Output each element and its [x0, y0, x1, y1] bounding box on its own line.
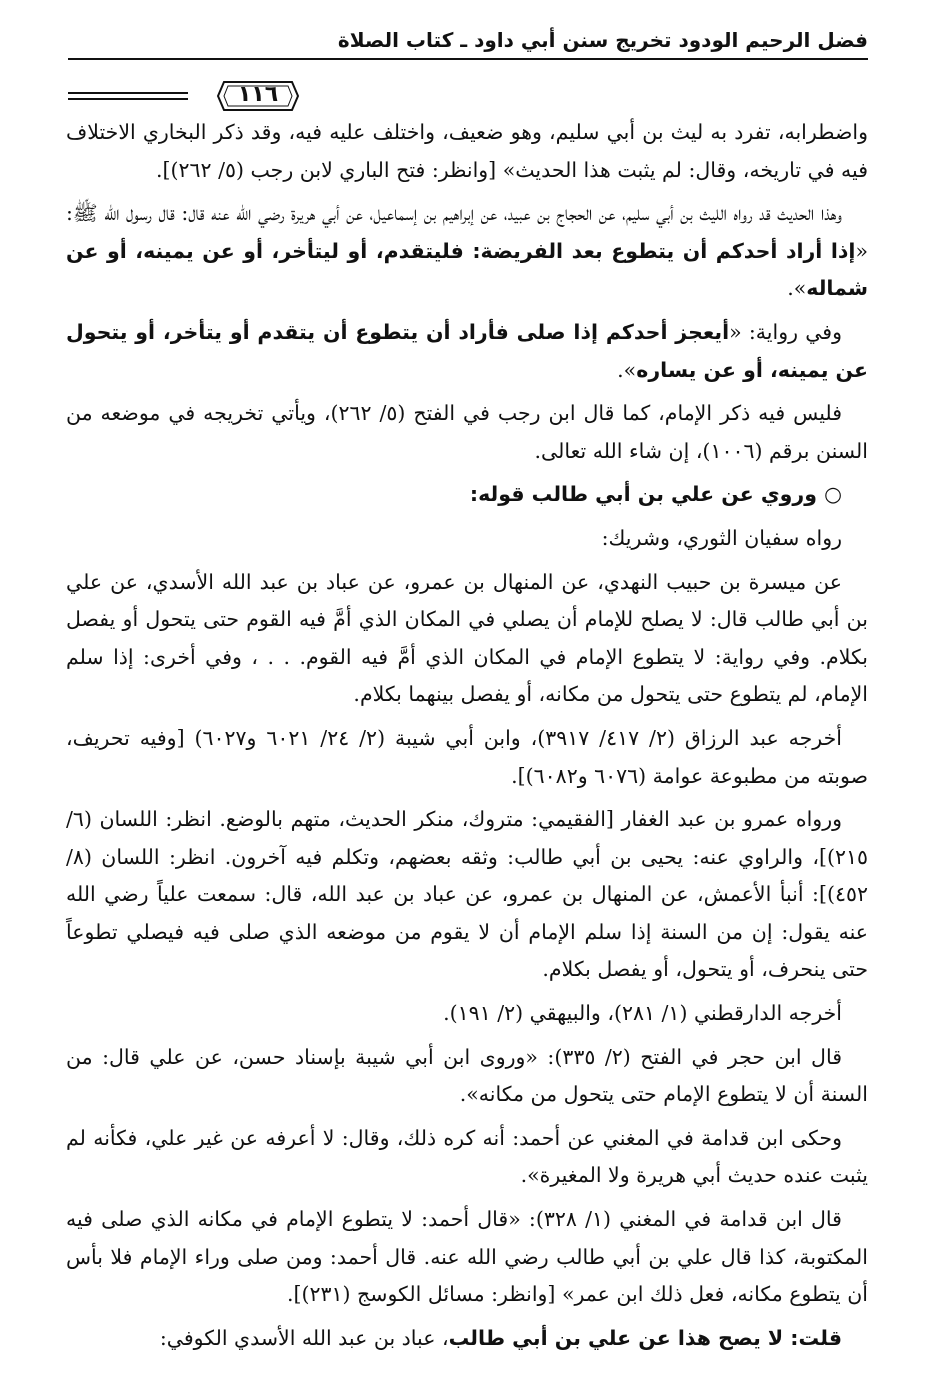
paragraph: واضطرابه، تفرد به ليث بن أبي سليم، وهو ضعيف، واختلف عليه فيه، وقد ذكر البخاري الاختلاف فيه في تاريخه، وقال: لم يثبت هذا الحديث» [وانظر: فتح الباري لابن رجب (٥/ ٢٦٢)]. [66, 120, 868, 182]
paragraph: ورواه عمرو بن عبد الغفار [الفقيمي: متروك، منكر الحديث، متهم بالوضع. انظر: اللسان (٦/ ٢١٥)]، والراوي عنه: يحيى بن أبي طالب: وثقه بعضهم، وتكلم فيه آخرون. انظر: اللسان (٨/ ٤٥٢)]: أنبأ الأعمش، عن المنهال بن عمرو، عن عباد بن عبد الله، قال: سمعت علياً رضي الله عنه يقول: إن من السنة إذا سلم الإمام أن لا يقوم من موضعه الذي صلى فيه فيصلي تطوعاً حتى ينحرف، أو يتحول، أو يفصل بكلام. [66, 807, 868, 982]
ornament-line [68, 92, 188, 94]
note-verdict: لا يصح هذا عن علي بن أبي طالب [448, 1325, 784, 1350]
text-run: ، عباد بن عبد الله الأسدي الكوفي: [159, 1325, 449, 1350]
paragraph: فليس فيه ذكر الإمام، كما قال ابن رجب في الفتح (٥/ ٢٦٢)، ويأتي تخريجه في موضعه من السنن برقم (١٠٠٦)، إن شاء الله تعالى. [66, 401, 868, 463]
paragraph: وحكى ابن قدامة في المغني عن أحمد: أنه كره ذلك، وقال: لا أعرفه عن غير علي، فكأنه لم يثبت عنده حديث أبي هريرة ولا المغيرة». [66, 1125, 868, 1188]
text-run: وفي رواية: « [729, 319, 842, 344]
paragraph: رواه سفيان الثوري، وشريك: [601, 525, 842, 550]
text-run: ». [617, 357, 637, 382]
header-rule [68, 58, 868, 60]
paragraph: أخرجه عبد الرزاق (٢/ ٤١٧/ ٣٩١٧)، وابن أبي شيبة (٢/ ٢٤/ ٦٠٢١ و٦٠٢٧) [وفيه تحريف، صوبته من مطبوعة عوامة (٦٠٧٦ و٦٠٨٢)]. [66, 725, 868, 788]
hadith-text: إذا أراد أحدكم أن يتطوع بعد الفريضة: فليتقدم، أو ليتأخر، أو عن يمينه، أو عن شماله [66, 238, 868, 301]
ornament-line [68, 98, 188, 100]
header-title: فضل الرحيم الودود تخريج سنن أبي داود ـ كتاب الصلاة [337, 28, 868, 52]
page-number-frame [216, 80, 300, 112]
page-number-ornament [68, 80, 348, 116]
running-header [68, 28, 868, 107]
paragraph [66, 1320, 868, 1358]
hadith-text: أيعجز أحدكم إذا صلى فأراد أن يتطوع أن يتقدم أو يتأخر، أو يتحول عن يمينه، أو عن يساره [66, 319, 868, 382]
paragraph: قال ابن قدامة في المغني (١/ ٣٢٨): «قال أحمد: لا يتطوع الإمام في مكانه الذي صلى فيه المكتوبة، كذا قال علي بن أبي طالب رضي الله عنه. قال أحمد: ومن صلى وراء الإمام فلا بأس أن يتطوع مكانه، فعل ذلك ابن عمر» [وانظر: مسائل الكوسج (٢٣١)]. [66, 1207, 868, 1307]
paragraph [66, 195, 868, 308]
note-lead: قلت: [783, 1325, 842, 1350]
paragraph: قال ابن حجر في الفتح (٢/ ٣٣٥): «وروى ابن أبي شيبة بإسناد حسن، عن علي قال: من السنة أن لا يتطوع الإمام حتى يتحول من مكانه». [66, 1044, 868, 1107]
body-text [66, 114, 868, 1363]
paragraph: عن ميسرة بن حبيب النهدي، عن المنهال بن عمرو، عن عباد بن عبد الله الأسدي، عن علي بن أبي طالب قال: لا يصلح للإمام أن يصلي في المكان الذي أمَّ فيه القوم حتى يتحول أو يفصل بكلام. وفي رواية: لا يتطوع الإمام في المكان الذي أمَّ فيه القوم. . . ، وفي أخرى: إذا سلم الإمام، لم يتطوع حتى يتحول من مكانه، أو يفصل بينهما بكلام. [66, 569, 868, 707]
text-run: وهذا الحديث قد رواه الليث بن أبي سليم، عن الحجاج بن عبيد، عن إبراهيم بن إسماعيل، عن أبي هريرة رضي الله عنه قال: قال رسول الله ﷺ: « [66, 201, 868, 263]
page-number: ١١٦ [237, 82, 279, 107]
text-run: ». [787, 276, 807, 301]
paragraph: أخرجه الدارقطني (١/ ٢٨١)، والبيهقي (٢/ ١٩١). [443, 1001, 842, 1026]
section-heading: ○ وروي عن علي بن أبي طالب قوله: [469, 482, 842, 507]
paragraph [66, 314, 868, 389]
